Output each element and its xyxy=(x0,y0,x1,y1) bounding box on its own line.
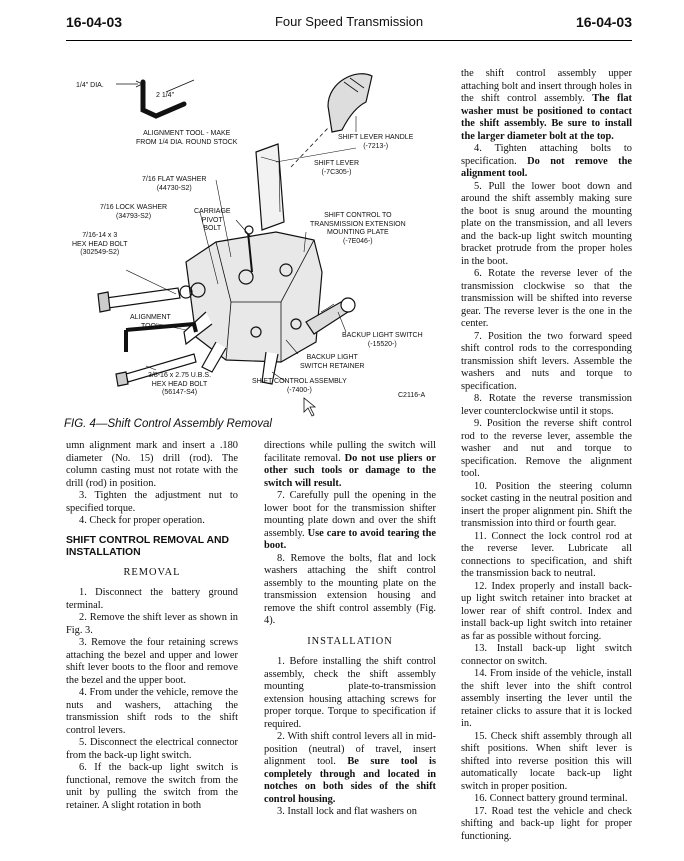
paragraph: 7. Carefully pull the opening in the lower boot for the transmission shifter mounting plate down and over the shift assembly. Use care to avoid tearing the boot. xyxy=(264,490,436,551)
paragraph: 4. Check for proper operation. xyxy=(79,515,205,526)
running-title: Four Speed Transmission xyxy=(274,14,424,29)
cursor-pointer-shape xyxy=(304,398,315,416)
paragraph: 10. Position the steering column socket casting in the neutral position and insert the proper alignment pin. Shift the transmission into third or fourth gear. xyxy=(461,480,632,529)
paragraph: 6. If the back-up light switch is functional, remove the switch from the unit by pulling the switch from the retainer. A slight rotation in both xyxy=(66,762,238,811)
page-number-right: 16-04-03 xyxy=(575,14,632,30)
text-column-2 xyxy=(264,440,436,819)
paragraph: 14. From inside of the vehicle, install the shift lever into the shift control assembly inserting the lever until the retainer clicks to assure that it is locked in. xyxy=(461,668,632,729)
paragraph: 2. Remove the shift lever as shown in Fig. 3. xyxy=(66,612,238,636)
label-length: 2 1/4" xyxy=(156,92,175,99)
page-number-left: 16-04-03 xyxy=(66,14,123,30)
label-hex-bolt: 7/16-14 x 3 HEX HEAD BOLT (302549-S2) xyxy=(72,232,128,256)
figure-caption: FIG. 4—Shift Control Assembly Removal xyxy=(64,418,272,430)
page-header xyxy=(66,14,632,38)
text-column-1 xyxy=(66,440,238,812)
label-carriage-bolt: CARRIAGE PIVOT BOLT xyxy=(194,208,231,232)
section-heading: SHIFT CONTROL REMOVAL AND INSTALLATION xyxy=(66,534,229,558)
shift-lever-handle-shape xyxy=(328,74,372,132)
subsection-heading-removal: REMOVAL xyxy=(123,566,181,578)
paragraph: 3. Remove the four retaining screws attaching the bezel and upper and lower shift lever boots to the floor and remove the bezel and the upper boot. xyxy=(66,637,238,686)
figure-code: C2116-A xyxy=(398,392,426,399)
label-lock-washer: 7/16 LOCK WASHER (34793-S2) xyxy=(100,204,168,220)
label-alignment-tool: ALIGNMENT TOOL xyxy=(130,314,171,330)
paragraph: 2. With shift control levers all in mid-position (neutral) of travel, insert alignment tool. Be sure tool is completely through and located in notches on both sides of the shift control housing. xyxy=(264,731,436,805)
text-column-3 xyxy=(461,68,632,843)
paragraph: 7. Position the two forward speed shift control rods to the corresponding transmission shift levers. Assemble the washers and nuts and torque to specification. xyxy=(461,330,632,392)
shift-control-housing-shape xyxy=(186,232,322,362)
label-shift-lever-handle: SHIFT LEVER HANDLE (-7213-) xyxy=(338,134,414,150)
paragraph: 16. Connect battery ground terminal. xyxy=(474,793,628,804)
label-dia: 1/4" DIA. xyxy=(76,82,104,89)
paragraph: directions while pulling the switch will facilitate removal. Do not use pliers or other such tools or damage to the switch will result. xyxy=(264,440,436,489)
paragraph: 12. Index properly and install back-up light switch retainer into bracket at lower rear of shift control. Index and install back-up light switch into retainer as far as possible without forcing. xyxy=(461,580,632,642)
paragraph: 5. Pull the lower boot down and around the shift assembly making sure the boot is snug around the mounting plate on the transmission, and all levers and the back-up light switch mounting bracket protrude from the proper holes in the boot. xyxy=(461,180,632,267)
paragraph: 3. Tighten the adjustment nut to specified torque. xyxy=(66,490,238,514)
label-small-hex-bolt: 3/8-16 x 2.75 U.B.S. HEX HEAD BOLT (56147-S4) xyxy=(148,372,212,396)
label-flat-washer: 7/16 FLAT WASHER (44730-S2) xyxy=(142,176,207,192)
paragraph: 9. Position the reverse shift control rod to the reverse lever, assemble the washer and nut and torque to specification. Remove the alignment tool. xyxy=(461,418,632,479)
label-tool-note: ALIGNMENT TOOL - MAKE FROM 1/4 DIA. ROUND STOCK xyxy=(136,130,238,146)
header-rule xyxy=(66,40,632,41)
label-shift-control-mounting: SHIFT CONTROL TO TRANSMISSION EXTENSION MOUNTING PLATE (-7E046-) xyxy=(310,212,406,245)
paragraph: 8. Rotate the reverse transmission lever counterclockwise until it stops. xyxy=(461,393,632,417)
paragraph: 4. Tighten attaching bolts to specification. Do not remove the alignment tool. xyxy=(461,143,632,179)
paragraph: 6. Rotate the reverse lever of the transmission clockwise so that the transmission will be shifted into reverse gear. The reverse lever is the one in the center. xyxy=(461,268,632,329)
label-shift-control-assembly: SHIFT CONTROL ASSEMBLY (-7400-) xyxy=(252,378,347,394)
paragraph: 11. Connect the lock control rod at the reverse lever. Lubricate all connections to specification, and shift the transmission back to neutral. xyxy=(461,530,632,579)
label-backup-light-switch: BACKUP LIGHT SWITCH (-15520-) xyxy=(342,332,423,348)
label-switch-retainer: BACKUP LIGHT SWITCH RETAINER xyxy=(300,354,365,370)
figure-illustration xyxy=(66,62,450,422)
label-shift-lever: SHIFT LEVER (-7C305-) xyxy=(314,160,359,176)
paragraph: 4. From under the vehicle, remove the nuts and washers, attaching the transmission shift rods to the shift control levers. xyxy=(66,687,238,736)
paragraph: 13. Install back-up light switch connector on switch. xyxy=(461,643,632,667)
paragraph: 15. Check shift assembly through all shift positions. When shift lever is shifted into reverse position this will automatically locate back-up light switch in proper position. xyxy=(461,730,632,792)
paragraph: 1. Before installing the shift control assembly, check the shift assembly mounting plate-to-transmission extension housing attaching screws for proper torque. Torque to specification if required. xyxy=(264,656,436,730)
paragraph: 17. Road test the vehicle and check shifting and back-up light for proper functioning. xyxy=(461,805,632,842)
paragraph: 3. Install lock and flat washers on xyxy=(277,806,417,817)
subsection-heading-installation: INSTALLATION xyxy=(307,635,393,647)
paragraph: the shift control assembly upper attaching bolt and insert through holes in the shift control assembly. The flat washer must be positioned to contact the shift assembly. Be sure to install the larger diameter bolt at the top. xyxy=(461,68,633,142)
paragraph: 1. Disconnect the battery ground terminal. xyxy=(66,587,238,611)
paragraph: 5. Disconnect the electrical connector from the back-up light switch. xyxy=(66,737,238,761)
paragraph: umn alignment mark and insert a .180 diameter (No. 15) drill (rod). The column casting must not rotate with the drill (rod) in position. xyxy=(66,440,238,489)
paragraph: 8. Remove the bolts, flat and lock washers attaching the shift control assembly to the mounting plate on the transmission extension housing and remove the shift control assembly (Fig. 4). xyxy=(264,552,436,626)
